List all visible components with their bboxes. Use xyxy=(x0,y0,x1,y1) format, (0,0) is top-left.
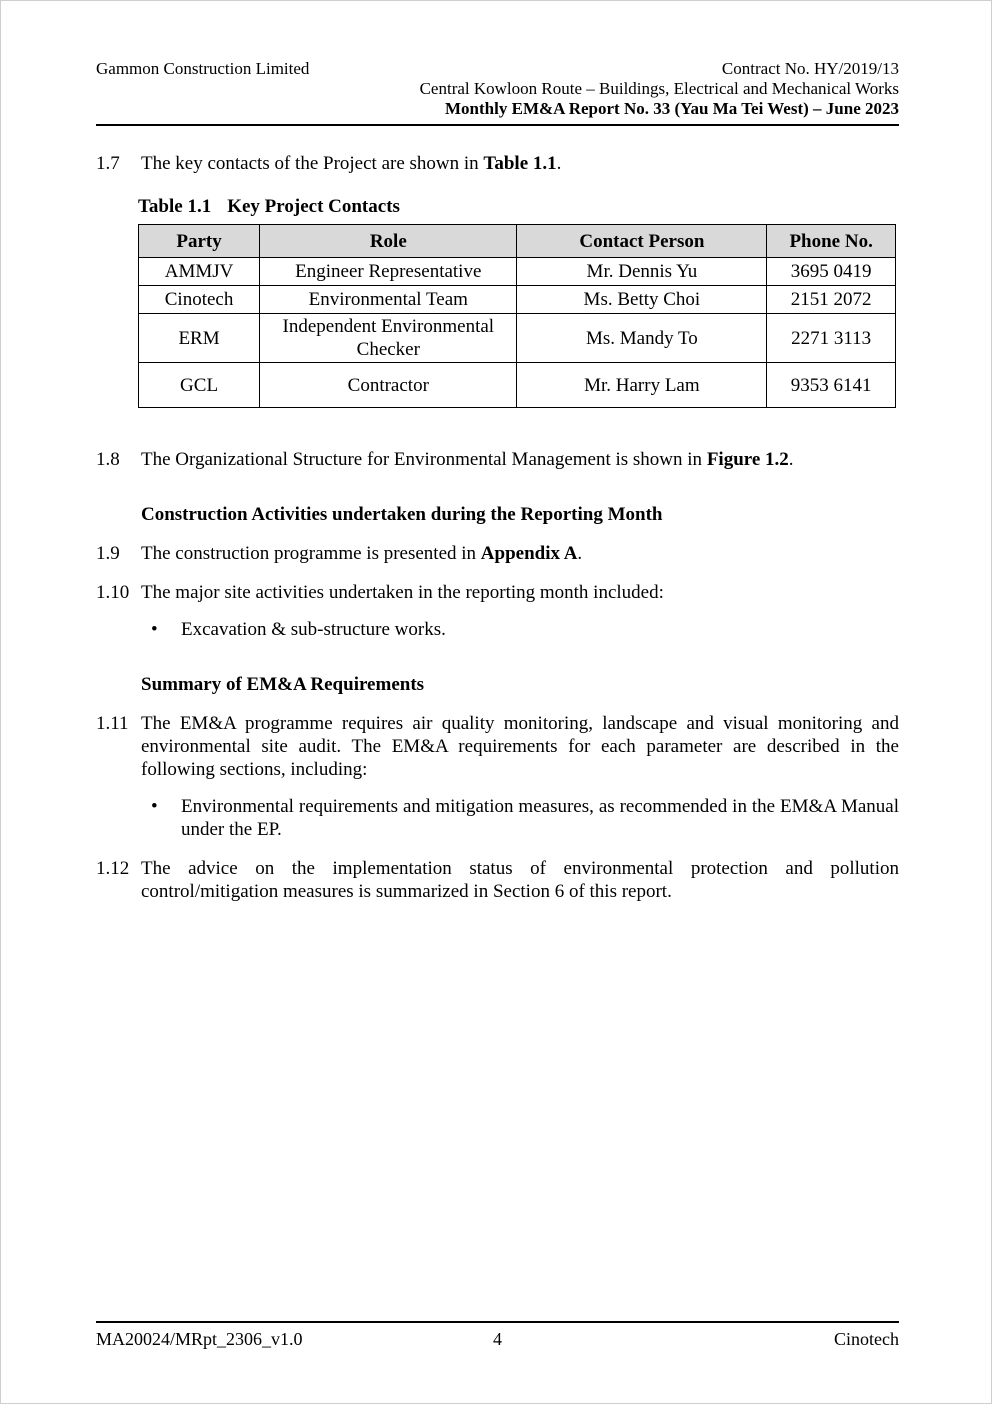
bullet-item-requirements xyxy=(151,795,899,841)
table-cell: Contractor xyxy=(260,363,517,408)
bullet-text: Environmental requirements and mitigation measures, as recommended in the EM&A Manual under the EP. xyxy=(181,796,899,840)
table-caption-label: Table 1.1 xyxy=(138,196,212,217)
table-cell: ERM xyxy=(139,314,260,363)
table-row xyxy=(139,314,896,363)
paragraph-number: 1.9 xyxy=(96,543,120,564)
table-header-row xyxy=(139,225,896,258)
footer-doc-ref: MA20024/MRpt_2306_v1.0 xyxy=(96,1329,303,1349)
text-segment: . xyxy=(788,449,794,470)
table-cell: AMMJV xyxy=(139,258,260,286)
paragraph-text xyxy=(141,448,899,471)
header-project-title: Central Kowloon Route – Buildings, Electrical and Mechanical Works xyxy=(419,79,899,98)
paragraph-number: 1.12 xyxy=(96,858,130,879)
paragraph-number: 1.10 xyxy=(96,582,130,603)
paragraph-1-9 xyxy=(96,542,899,565)
table-row xyxy=(139,258,896,286)
table-cell: GCL xyxy=(139,363,260,408)
paragraph-number: 1.7 xyxy=(96,153,120,174)
paragraph-text xyxy=(141,152,899,175)
table-cell: 2271 3113 xyxy=(767,314,896,363)
paragraph-text: The advice on the implementation status of environmental protection and pollution control/mitigation measures is summarized in Section 6 of this report. xyxy=(141,858,899,902)
section-heading-construction-activities: Construction Activities undertaken during the Reporting Month xyxy=(141,504,663,525)
paragraph-1-7 xyxy=(96,152,899,175)
bullet-icon: • xyxy=(151,796,158,817)
bullet-item-excavation xyxy=(151,618,899,641)
key-contacts-table xyxy=(138,224,896,408)
header-contract-no: Contract No. HY/2019/13 xyxy=(721,59,899,78)
page-header xyxy=(96,59,899,119)
table-header-cell: Contact Person xyxy=(517,225,767,258)
table-cell: Ms. Mandy To xyxy=(517,314,767,363)
paragraph-1-12 xyxy=(96,857,899,903)
table-caption-title: Key Project Contacts xyxy=(227,196,400,217)
header-report-title: Monthly EM&A Report No. 33 (Yau Ma Tei West) – June 2023 xyxy=(445,99,899,118)
paragraph-number: 1.11 xyxy=(96,713,129,734)
footer-page-number: 4 xyxy=(493,1329,502,1349)
text-segment-bold: Appendix A xyxy=(480,543,578,564)
bullet-text: Excavation & sub-structure works. xyxy=(181,619,446,640)
paragraph-number: 1.8 xyxy=(96,449,120,470)
table-row xyxy=(139,286,896,314)
paragraph-1-11 xyxy=(96,712,899,781)
paragraph-1-8 xyxy=(96,448,899,471)
table-cell: 9353 6141 xyxy=(767,363,896,408)
text-segment-bold: Figure 1.2 xyxy=(706,449,789,470)
document-body xyxy=(96,152,899,903)
table-cell: Ms. Betty Choi xyxy=(517,286,767,314)
text-segment: . xyxy=(556,153,562,174)
section-heading-summary: Summary of EM&A Requirements xyxy=(141,674,425,695)
paragraph-text: The major site activities undertaken in the reporting month included: xyxy=(141,582,664,603)
table-cell: Mr. Dennis Yu xyxy=(517,258,767,286)
text-segment: The Organizational Structure for Environmental Management is shown in xyxy=(141,449,707,470)
page-footer xyxy=(96,1329,899,1350)
table-header-cell: Party xyxy=(139,225,260,258)
table-cell: 2151 2072 xyxy=(767,286,896,314)
footer-rule xyxy=(96,1321,899,1323)
paragraph-1-10 xyxy=(96,581,899,604)
table-header-cell: Role xyxy=(260,225,517,258)
table-cell: Mr. Harry Lam xyxy=(517,363,767,408)
text-segment: . xyxy=(577,543,583,564)
header-company: Gammon Construction Limited xyxy=(96,59,310,78)
header-right-block xyxy=(420,59,899,119)
table-cell: Environmental Team xyxy=(260,286,517,314)
header-rule xyxy=(96,124,899,126)
paragraph-text xyxy=(141,542,899,565)
table-cell: Cinotech xyxy=(139,286,260,314)
table-caption xyxy=(138,195,899,218)
text-segment-bold: Table 1.1 xyxy=(483,153,557,174)
table-cell: 3695 0419 xyxy=(767,258,896,286)
table-cell: Independent Environmental Checker xyxy=(260,314,517,363)
footer-company: Cinotech xyxy=(834,1329,900,1349)
table-row xyxy=(139,363,896,408)
text-segment: The construction programme is presented in xyxy=(141,543,481,564)
table-header-cell: Phone No. xyxy=(767,225,896,258)
paragraph-text: The EM&A programme requires air quality monitoring, landscape and visual monitoring and environmental site audit. The EM&A requirements for each parameter are described in the following sections, including: xyxy=(141,713,899,780)
text-segment: The key contacts of the Project are shown in xyxy=(141,153,484,174)
table-cell: Engineer Representative xyxy=(260,258,517,286)
bullet-icon: • xyxy=(151,619,158,640)
